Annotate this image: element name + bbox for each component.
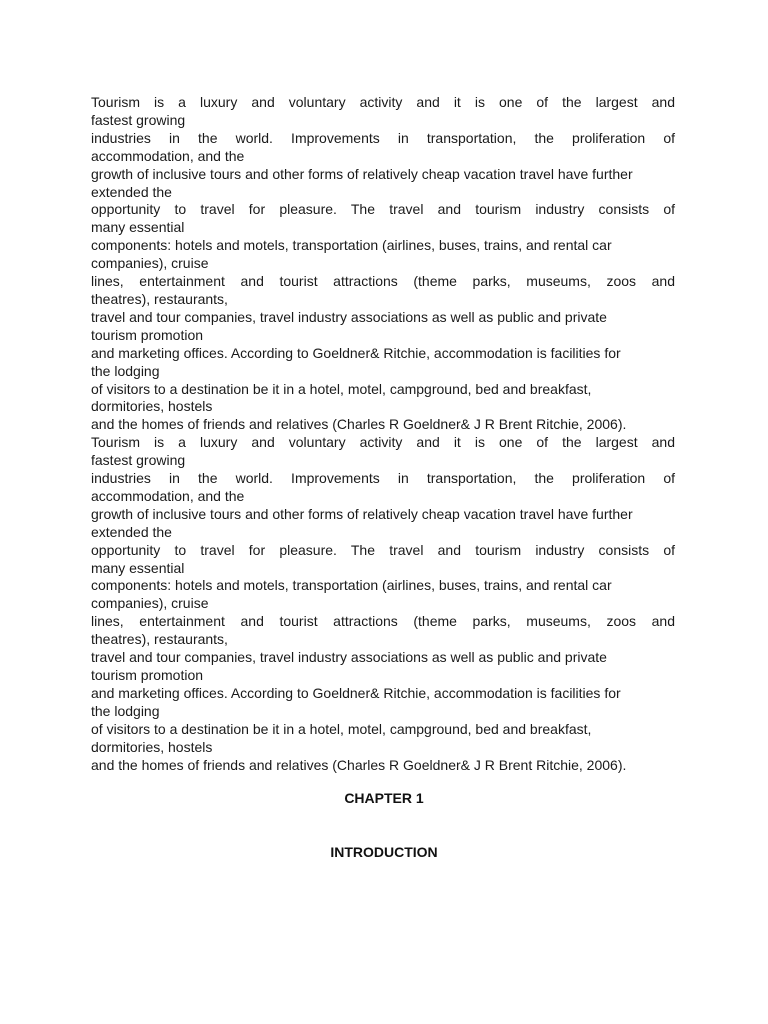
text-line: Tourism is a luxury and voluntary activity and it is one of the largest and bbox=[91, 94, 675, 110]
text-line: growth of inclusive tours and other forms of relatively cheap vacation travel have further bbox=[91, 165, 633, 182]
text-line: components: hotels and motels, transportation (airlines, buses, trains, and rental car bbox=[91, 577, 612, 594]
text-line: accommodation, and the bbox=[91, 147, 245, 164]
text-line: extended the bbox=[91, 523, 172, 540]
text-line: many essential bbox=[91, 559, 185, 576]
text-line: industries in the world. Improvements in transportation, the proliferation of bbox=[91, 470, 675, 487]
text-line: growth of inclusive tours and other forms of relatively cheap vacation travel have further bbox=[91, 505, 633, 522]
text-line: lines, entertainment and tourist attractions (theme parks, museums, zoos and bbox=[91, 613, 675, 630]
text-line: of visitors to a destination be it in a hotel, motel, campground, bed and breakfast, bbox=[91, 380, 592, 397]
text-line: theatres), restaurants, bbox=[91, 290, 228, 307]
text-line: fastest growing bbox=[91, 452, 186, 469]
text-line: theatres), restaurants, bbox=[91, 631, 228, 648]
text-line: and the homes of friends and relatives (Charles R Goeldner& J R Brent Ritchie, 2006). bbox=[91, 416, 627, 433]
text-line: tourism promotion bbox=[91, 326, 204, 343]
text-line: the lodging bbox=[91, 702, 160, 719]
body-text bbox=[91, 94, 675, 774]
text-line: companies), cruise bbox=[91, 595, 209, 612]
section-heading: INTRODUCTION bbox=[330, 844, 438, 860]
text-line: companies), cruise bbox=[91, 255, 209, 272]
text-line: components: hotels and motels, transportation (airlines, buses, trains, and rental car bbox=[91, 237, 612, 254]
text-line: the lodging bbox=[91, 362, 160, 379]
text-line: lines, entertainment and tourist attractions (theme parks, museums, zoos and bbox=[91, 273, 675, 290]
text-line: fastest growing bbox=[91, 111, 186, 128]
text-line: opportunity to travel for pleasure. The travel and tourism industry consists of bbox=[91, 201, 675, 218]
chapter-heading: CHAPTER 1 bbox=[344, 790, 424, 806]
text-line: travel and tour companies, travel industry associations as well as public and private bbox=[91, 649, 607, 666]
text-line: tourism promotion bbox=[91, 667, 204, 683]
text-line: dormitories, hostels bbox=[91, 398, 213, 415]
text-line: accommodation, and the bbox=[91, 487, 245, 504]
text-line: and marketing offices. According to Goeldner& Ritchie, accommodation is facilities for bbox=[91, 684, 621, 701]
text-line: extended the bbox=[91, 183, 172, 200]
text-line: of visitors to a destination be it in a hotel, motel, campground, bed and breakfast, bbox=[91, 720, 592, 737]
text-line: and the homes of friends and relatives (Charles R Goeldner& J R Brent Ritchie, 2006). bbox=[91, 756, 627, 773]
text-line: dormitories, hostels bbox=[91, 738, 213, 755]
text-line: industries in the world. Improvements in transportation, the proliferation of bbox=[91, 129, 675, 146]
text-line: opportunity to travel for pleasure. The travel and tourism industry consists of bbox=[91, 541, 675, 558]
text-line: and marketing offices. According to Goeldner& Ritchie, accommodation is facilities for bbox=[91, 344, 621, 361]
text-line: Tourism is a luxury and voluntary activity and it is one of the largest and bbox=[91, 434, 675, 451]
text-line: many essential bbox=[91, 219, 185, 236]
text-line: travel and tour companies, travel industry associations as well as public and private bbox=[91, 308, 607, 325]
